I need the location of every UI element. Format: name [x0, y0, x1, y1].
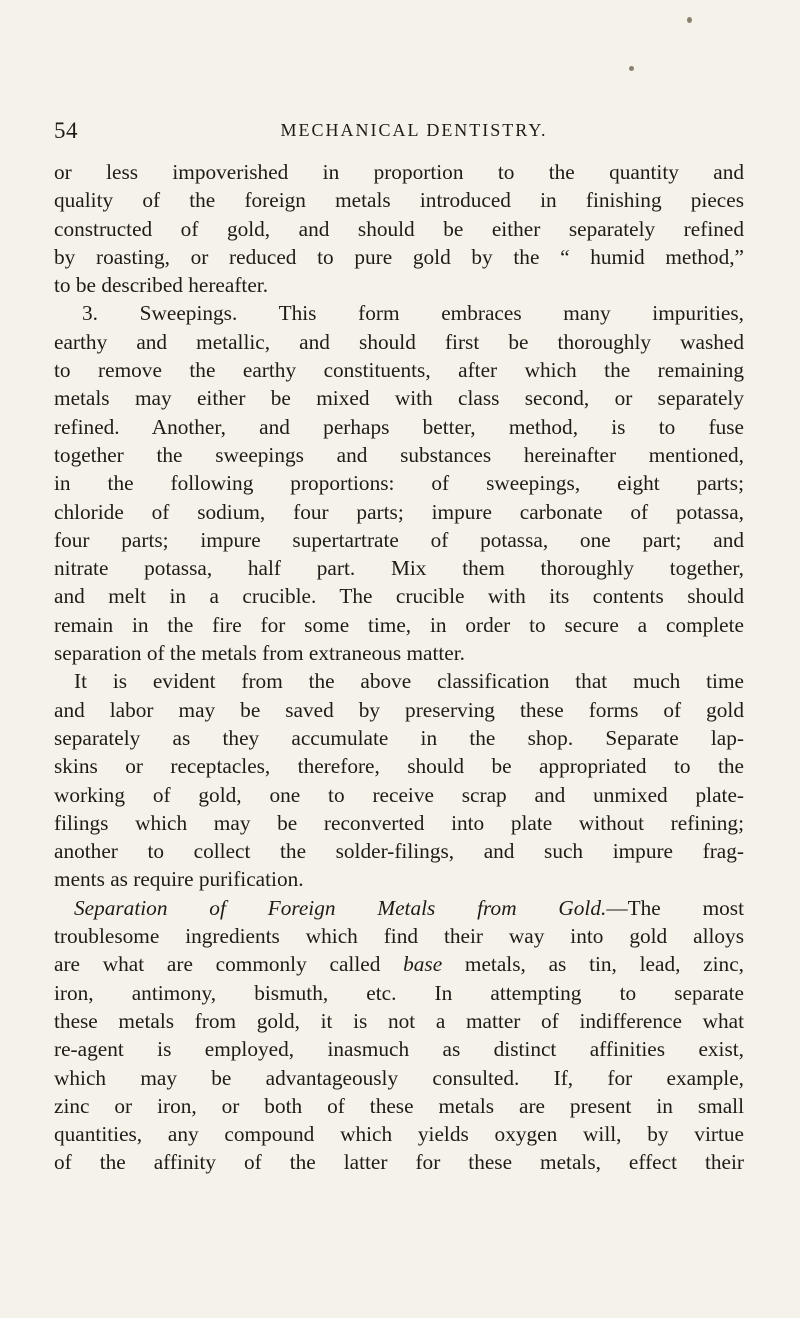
text-line: to remove the earthy constituents, after which the remaining: [54, 358, 744, 383]
text-line: ments as require purification.: [54, 867, 304, 892]
text-line: and labor may be saved by preserving these forms of gold: [54, 697, 744, 722]
text-line: earthy and metallic, and should first be thoroughly washed: [54, 329, 744, 354]
text-line: 3. Sweepings. This form embraces many impurities,: [82, 301, 744, 326]
text-line: or less impoverished in proportion to the quantity and: [54, 160, 744, 184]
section-heading: Separation of Foreign Metals from Gold.: [74, 895, 607, 920]
text-line: [54, 894, 744, 922]
text-line: filings which may be reconverted into plate without refining;: [54, 810, 744, 835]
running-title: MECHANICAL DENTISTRY.: [280, 120, 548, 140]
text-line: in the following proportions: of sweepings, eight parts;: [54, 471, 744, 496]
text-line: together the sweepings and substances hereinafter mentioned,: [54, 442, 744, 467]
print-speck: [687, 17, 692, 23]
emphasized-word: base: [403, 952, 443, 977]
text-line: another to collect the solder-filings, and such impure frag-: [54, 839, 744, 864]
text-line: refined. Another, and perhaps better, method, is to fuse: [54, 414, 744, 439]
text-line: zinc or iron, or both of these metals are present in small: [54, 1093, 744, 1118]
text-line: separately as they accumulate in the shop. Separate lap-: [54, 725, 744, 750]
text-line: by roasting, or reduced to pure gold by the “ humid method,”: [54, 244, 744, 269]
text-line: of the affinity of the latter for these metals, effect their: [54, 1150, 744, 1175]
text-line: re-agent is employed, inasmuch as distinct affinities exist,: [54, 1037, 744, 1062]
text-line: and melt in a crucible. The crucible with its contents should: [54, 584, 744, 609]
text-line: troublesome ingredients which find their way into gold alloys: [54, 924, 744, 949]
text-line: quality of the foreign metals introduced in finishing pieces: [54, 188, 744, 213]
text-fragment: are what are commonly called: [54, 952, 404, 977]
text-line: separation of the metals from extraneous matter.: [54, 641, 466, 666]
text-line: It is evident from the above classification that much time: [74, 669, 744, 694]
text-line: which may be advantageously consulted. If, for example,: [54, 1065, 744, 1090]
text-line: metals may either be mixed with class second, or separately: [54, 386, 744, 411]
text-line: working of gold, one to receive scrap and unmixed plate-: [54, 782, 744, 807]
text-line: four parts; impure supertartrate of potassa, one part; and: [54, 527, 744, 552]
print-speck: [629, 66, 634, 71]
page-number: 54: [54, 118, 78, 143]
text-fragment: metals, as tin, lead, zinc,: [442, 952, 744, 977]
text-line: skins or receptacles, therefore, should be appropriated to the: [54, 754, 744, 779]
text-line: quantities, any compound which yields oxygen will, by virtue: [54, 1122, 744, 1147]
page-header: [54, 118, 744, 148]
text-line: remain in the fire for some time, in order to secure a complete: [54, 612, 744, 637]
text-line: chloride of sodium, four parts; impure carbonate of potassa,: [54, 499, 744, 524]
text-line: constructed of gold, and should be either separately refined: [54, 216, 744, 241]
body-text: [54, 158, 744, 1177]
text-line: these metals from gold, it is not a matter of indifference what: [54, 1008, 744, 1033]
text-line: iron, antimony, bismuth, etc. In attempting to separate: [54, 980, 744, 1005]
text-line: [54, 950, 744, 978]
text-line: nitrate potassa, half part. Mix them thoroughly together,: [54, 556, 744, 581]
text-fragment: —The most: [606, 895, 744, 920]
text-line: to be described hereafter.: [54, 273, 269, 298]
